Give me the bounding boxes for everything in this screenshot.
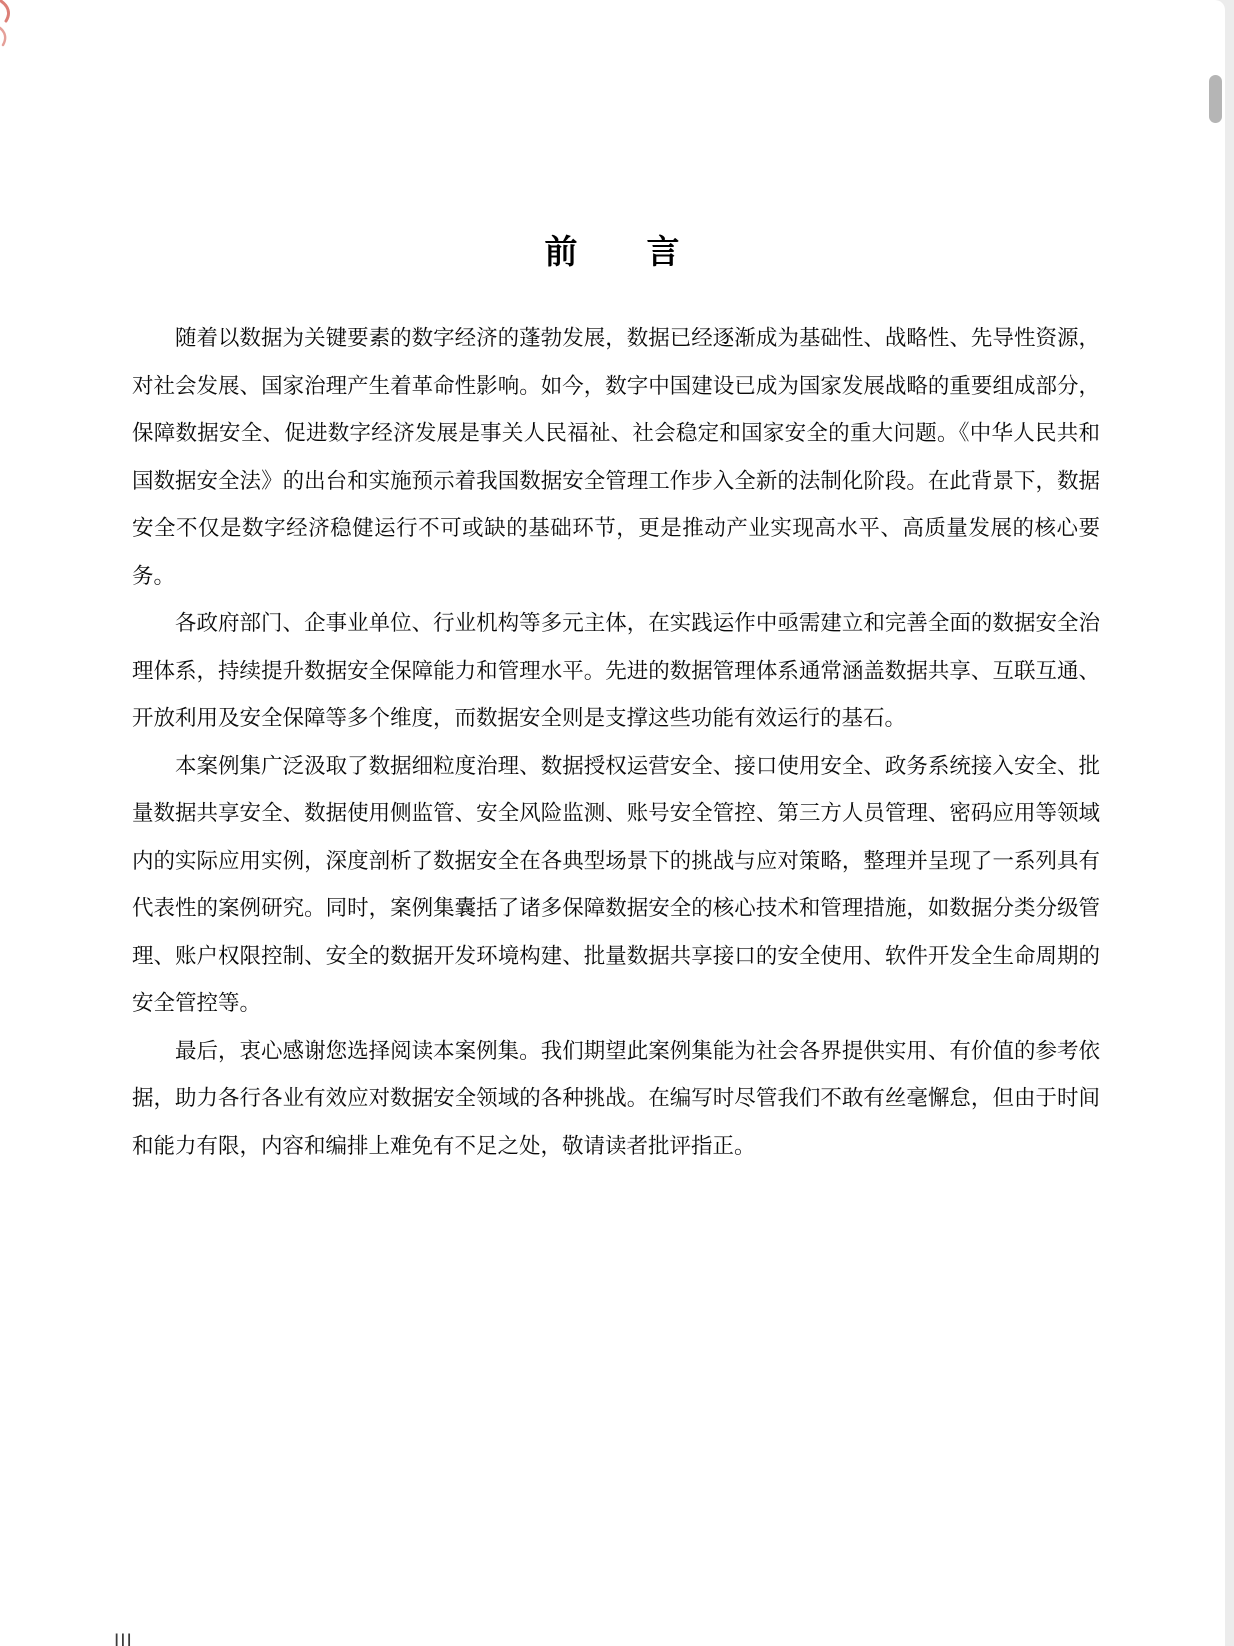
document-body bbox=[132, 315, 1100, 1170]
window-background-gutter bbox=[1225, 0, 1234, 1646]
red-annotation-mark-icon bbox=[0, 0, 28, 50]
page-title: 前 言 bbox=[544, 233, 681, 270]
paragraph: 各政府部门、企事业单位、行业机构等多元主体，在实践运作中亟需建立和完善全面的数据安全治理体系，持续提升数据安全保障能力和管理水平。先进的数据管理体系通常涵盖数据共享、互联互通、开放利用及安全保障等多个维度，而数据安全则是支撑这些功能有效运行的基石。 bbox=[132, 611, 1100, 730]
paragraph: 本案例集广泛汲取了数据细粒度治理、数据授权运营安全、接口使用安全、政务系统接入安全、批量数据共享安全、数据使用侧监管、安全风险监测、账号安全管控、第三方人员管理、密码应用等领域内的实际应用实例，深度剖析了数据安全在各典型场景下的挑战与应对策略，整理并呈现了一系列具有代表性的案例研究。同时，案例集囊括了诸多保障数据安全的核心技术和管理措施，如数据分类分级管理、账户权限控制、安全的数据开发环境构建、批量数据共享接口的安全使用、软件开发全生命周期的安全管控等。 bbox=[132, 753, 1100, 1015]
paragraph: 最后，衷心感谢您选择阅读本案例集。我们期望此案例集能为社会各界提供实用、有价值的参考依据，助力各行各业有效应对数据安全领域的各种挑战。在编写时尽管我们不敢有丝毫懈怠，但由于时间和能力有限，内容和编排上难免有不足之处，敬请读者批评指正。 bbox=[132, 1038, 1100, 1158]
scrollbar-thumb[interactable] bbox=[1209, 75, 1222, 123]
page-number: III bbox=[114, 1631, 133, 1646]
paragraph: 随着以数据为关键要素的数字经济的蓬勃发展，数据已经逐渐成为基础性、战略性、先导性资源，对社会发展、国家治理产生着革命性影响。如今，数字中国建设已成为国家发展战略的重要组成部分，保障数据安全、促进数字经济发展是事关人民福祉、社会稳定和国家安全的重大问题。《中华人民共和国数据安全法》的出台和实施预示着我国数据安全管理工作步入全新的法制化阶段。在此背景下，数据安全不仅是数字经济稳健运行不可或缺的基础环节，更是推动产业实现高水平、高质量发展的核心要务。 bbox=[132, 326, 1100, 588]
